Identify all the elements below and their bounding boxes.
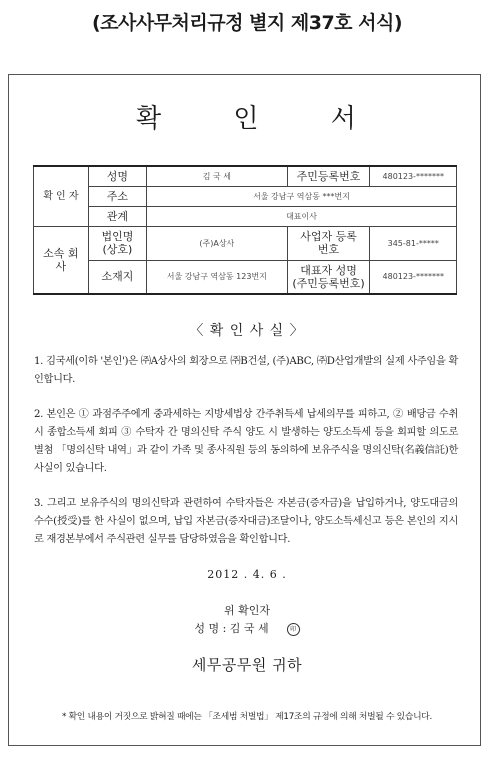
form-header: (조사사무처리규정 별지 제37호 서식) <box>91 12 403 34</box>
affiliated-section-label: 소속 회사 <box>34 226 89 294</box>
facts-title: 〈 확 인 사 실 〉 <box>189 323 305 339</box>
addressee: 세무공무원 귀하 <box>191 656 303 674</box>
corp-name-value: (주)A상사 <box>147 226 288 260</box>
name-label: 성명 <box>88 166 146 186</box>
rep-label: 대표자 성명 (주민등록번호) <box>287 260 370 294</box>
biz-no-label: 사업자 등록번호 <box>287 226 370 260</box>
document-title: 확 인 서 <box>136 104 358 134</box>
rep-value: 480123-******* <box>370 260 457 294</box>
fact-paragraph-1: 1. 김국세(이하 '본인')은 ㈜A상사의 회장으로 ㈜B건설, (주)ABC, ㈜D산업개발의 실제 사주임을 확인합니다. <box>34 356 458 385</box>
name-value: 김 국 세 <box>147 166 288 186</box>
confirmer-label: 위 확인자 <box>223 604 270 617</box>
address-value: 서울 강남구 역삼동 ***번지 <box>147 186 457 206</box>
signature-name: 성 명 : 김 국 세 <box>194 622 269 635</box>
rrn-value: 480123-******* <box>370 166 457 186</box>
seal-icon: 印 <box>287 623 300 636</box>
relation-value: 대표이사 <box>147 206 457 226</box>
confirmer-section-label: 확 인 자 <box>34 166 89 226</box>
info-table <box>33 165 457 295</box>
fact-paragraph-2: 2. 본인은 ① 과점주주에게 중과세하는 지방세법상 간주취득세 납세의무를 피하고, ② 배당금 수취시 종합소득세 회피 ③ 수탁자 간 명의신탁 주식 양도 시 발생하는 양도소득세 등을 회피할 의도로 별첨 「명의신탁 내역」과 같이 가족 및 종사직원 등의 동의하에 보유주식을 명의신탁(名義信託)한 사실이 있습니다. <box>34 409 458 474</box>
document-date: 2012 . 4. 6 . <box>207 568 287 581</box>
fact-paragraph-3: 3. 그리고 보유주식의 명의신탁과 관련하여 수탁자들은 자본금(증자금)을 납입하거나, 양도대금의 수수(授受)를 한 사실이 없으며, 납입 자본금(증자대금)조달이나, 양도소득세신고 등은 본인의 지시로 재경본부에서 주식관련 실무를 담당하였음을 확인합니다. <box>34 498 458 545</box>
address-label: 주소 <box>88 186 146 206</box>
signature-line <box>0 620 494 636</box>
corp-name-label: 법인명 (상호) <box>88 226 146 260</box>
footnote: * 확인 내용이 거짓으로 밝혀질 때에는 「조세범 처벌법」 제17조의 규정에 의해 처벌될 수 있습니다. <box>62 712 432 722</box>
biz-no-value: 345-81-***** <box>370 226 457 260</box>
rrn-label: 주민등록번호 <box>287 166 370 186</box>
relation-label: 관계 <box>88 206 146 226</box>
location-label: 소재지 <box>88 260 146 294</box>
location-value: 서울 강남구 역삼동 123번지 <box>147 260 288 294</box>
